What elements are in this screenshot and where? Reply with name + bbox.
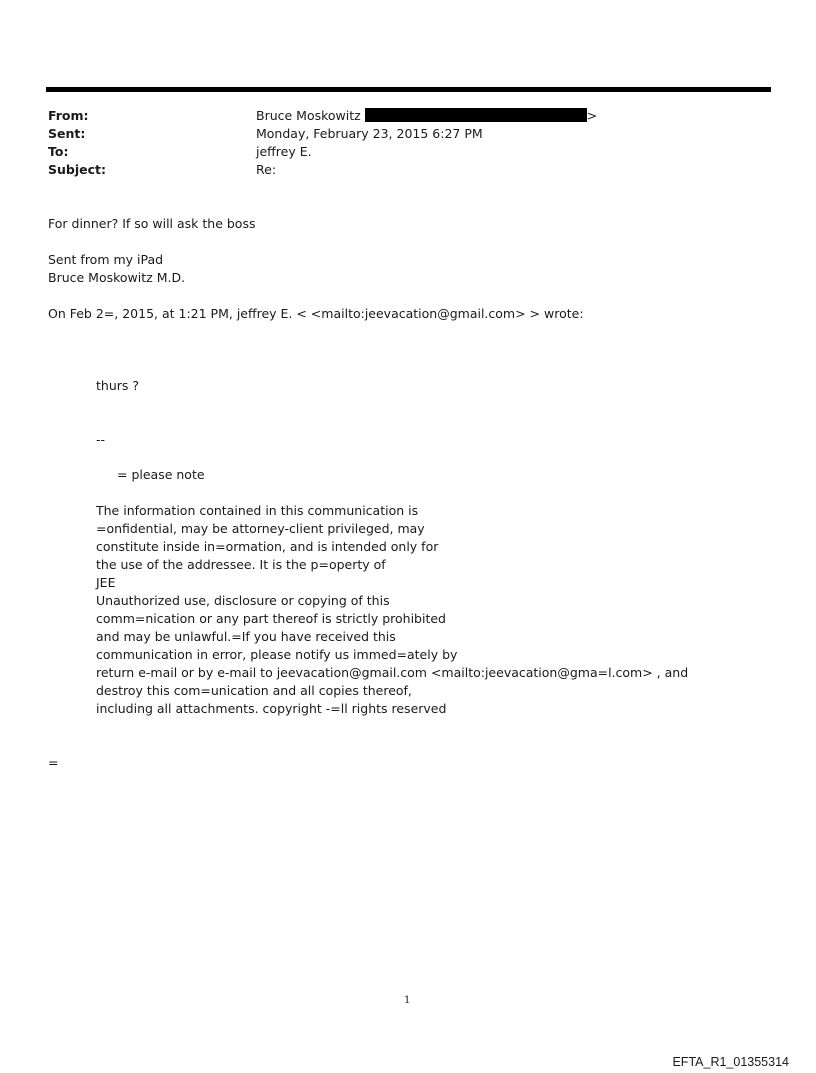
subject-row [48, 161, 768, 179]
disclaimer-line: return e-mail or by e-mail to jeevacation@gmail.com <mailto:jeevacation@gma=l.com> , and [96, 665, 689, 680]
page-number: 1 [404, 995, 411, 1006]
quoted-message: thurs ? [96, 378, 140, 393]
disclaimer-line: The information contained in this communication is [96, 503, 419, 518]
signature-name: Bruce Moskowitz M.D. [48, 270, 186, 285]
disclaimer-line: JEE [96, 575, 116, 590]
disclaimer-line: and may be unlawful.=If you have received this [96, 629, 396, 644]
to-label: To: [48, 144, 69, 159]
from-label: From: [48, 108, 89, 123]
sent-row [48, 125, 768, 143]
disclaimer-line: communication in error, please notify us immed=ately by [96, 647, 458, 662]
to-value: jeffrey E. [256, 144, 312, 159]
body-line: For dinner? If so will ask the boss [48, 216, 256, 231]
please-note: = please note [117, 467, 205, 482]
disclaimer-line: comm=nication or any part thereof is strictly prohibited [96, 611, 446, 626]
from-name: Bruce Moskowitz [256, 108, 361, 123]
sent-value: Monday, February 23, 2015 6:27 PM [256, 126, 483, 141]
from-value [256, 107, 597, 125]
sent-label: Sent: [48, 126, 86, 141]
disclaimer-line: =onfidential, may be attorney-client privileged, may [96, 521, 425, 536]
disclaimer-line: constitute inside in=ormation, and is intended only for [96, 539, 439, 554]
signature-dashes: -- [96, 432, 106, 447]
redaction-bar [365, 108, 587, 122]
disclaimer-line: including all attachments. copyright -=ll rights reserved [96, 701, 447, 716]
trailer: = [48, 755, 59, 770]
to-row [48, 143, 768, 161]
signature-line: Sent from my iPad [48, 252, 164, 267]
disclaimer-line: destroy this com=unication and all copies thereof, [96, 683, 412, 698]
subject-value: Re: [256, 162, 277, 177]
disclaimer-line: Unauthorized use, disclosure or copying of this [96, 593, 390, 608]
document-id: EFTA_R1_01355314 [672, 1055, 789, 1069]
from-row [48, 107, 768, 125]
from-suffix: > [586, 108, 598, 123]
quote-intro: On Feb 2=, 2015, at 1:21 PM, jeffrey E. < <mailto:jeevacation@gmail.com> > wrote: [48, 306, 584, 321]
subject-label: Subject: [48, 162, 106, 177]
header-rule [46, 87, 771, 92]
disclaimer-line: the use of the addressee. It is the p=operty of [96, 557, 386, 572]
